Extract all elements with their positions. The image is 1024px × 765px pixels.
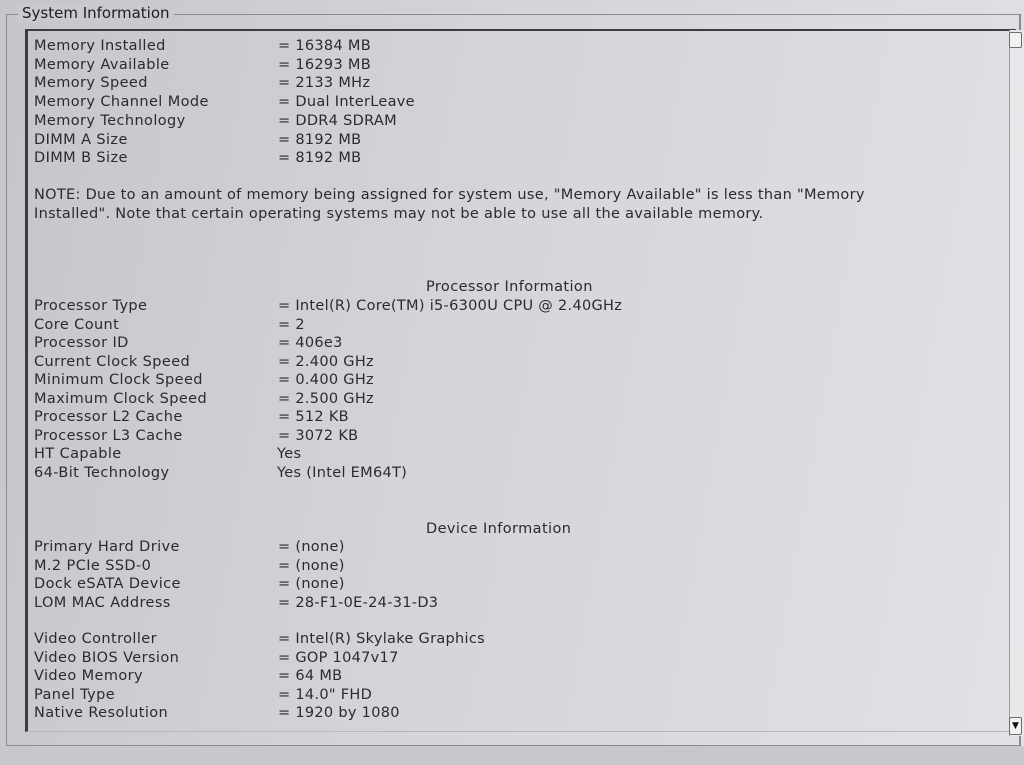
row-value: = DDR4 SDRAM	[278, 112, 397, 129]
row-label: Processor L2 Cache	[34, 409, 183, 425]
row-label: Video Memory	[34, 668, 144, 684]
row-label: Video BIOS Version	[34, 649, 180, 666]
row-label: 64-Bit Technology	[34, 464, 170, 481]
row-value: = (none)	[278, 576, 345, 592]
row-value: = 8192 MB	[278, 131, 362, 148]
row-value: = 2.500 GHz	[278, 390, 374, 407]
group-title: System Information	[18, 4, 174, 22]
row-label: Minimum Clock Speed	[34, 372, 203, 388]
row-value: = (none)	[278, 557, 345, 574]
row-value: = 2133 MHz	[278, 75, 371, 92]
row-value: = 14.0" FHD	[278, 686, 373, 703]
row-value: = Dual InterLeave	[278, 94, 415, 111]
info-panel[interactable]	[25, 29, 1016, 732]
chevron-down-icon: ▼	[1012, 721, 1019, 731]
row-label: M.2 PCIe SSD-0	[34, 557, 152, 574]
row-value: = Intel(R) Skylake Graphics	[278, 631, 485, 647]
row-value: = 8192 MB	[278, 150, 362, 167]
row-value: = 28-F1-0E-24-31-D3	[278, 594, 439, 611]
row-label: Memory Speed	[34, 75, 148, 92]
row-label: Native Resolution	[34, 705, 169, 721]
row-label: Maximum Clock Speed	[34, 390, 208, 407]
row-value: = 3072 KB	[278, 427, 359, 444]
row-value: = Intel(R) Core(TM) i5-6300U CPU @ 2.40GHz	[278, 298, 623, 314]
memory-note: NOTE: Due to an amount of memory being assigned for system use, "Memory Available" is less than "Memory Installed". Note that certain operating systems may not be able to use all the available memory.	[34, 187, 865, 222]
row-label: Video Controller	[34, 631, 157, 647]
scroll-up-button[interactable]	[1009, 32, 1022, 48]
bottom-strip	[0, 746, 1024, 765]
row-value: = 2.400 GHz	[278, 353, 374, 370]
row-label: Panel Type	[34, 686, 116, 703]
device-section-title: Device Information	[426, 521, 572, 537]
row-label: Memory Technology	[34, 112, 186, 129]
row-value: = 2	[278, 316, 305, 333]
row-label: DIMM B Size	[34, 150, 128, 167]
row-value: Yes (Intel EM64T)	[277, 464, 408, 481]
row-label: Processor ID	[34, 335, 129, 351]
vertical-scrollbar[interactable]	[1009, 30, 1024, 736]
row-value: = 16293 MB	[278, 56, 371, 73]
scroll-down-button[interactable]	[1009, 717, 1022, 735]
row-label: HT Capable	[34, 446, 122, 462]
row-value: = 64 MB	[278, 668, 343, 684]
row-label: Processor Type	[34, 298, 148, 314]
row-label: Memory Channel Mode	[34, 94, 209, 111]
row-value: = GOP 1047v17	[278, 649, 399, 666]
row-value: = 0.400 GHz	[278, 372, 374, 388]
row-label: Memory Available	[34, 56, 170, 73]
processor-section-title: Processor Information	[426, 279, 593, 295]
row-label: Core Count	[34, 316, 120, 333]
row-label: LOM MAC Address	[34, 594, 171, 611]
row-value: = 16384 MB	[278, 38, 371, 54]
row-label: Current Clock Speed	[34, 353, 191, 370]
row-label: Processor L3 Cache	[34, 427, 183, 444]
row-value: = 406e3	[278, 335, 343, 351]
row-value: = 1920 by 1080	[278, 705, 400, 721]
row-label: Dock eSATA Device	[34, 576, 181, 592]
row-label: Primary Hard Drive	[34, 539, 180, 555]
row-label: DIMM A Size	[34, 131, 128, 148]
row-label: Memory Installed	[34, 38, 166, 54]
row-value: Yes	[277, 446, 302, 462]
row-value: = (none)	[278, 539, 345, 555]
row-value: = 512 KB	[278, 409, 349, 425]
